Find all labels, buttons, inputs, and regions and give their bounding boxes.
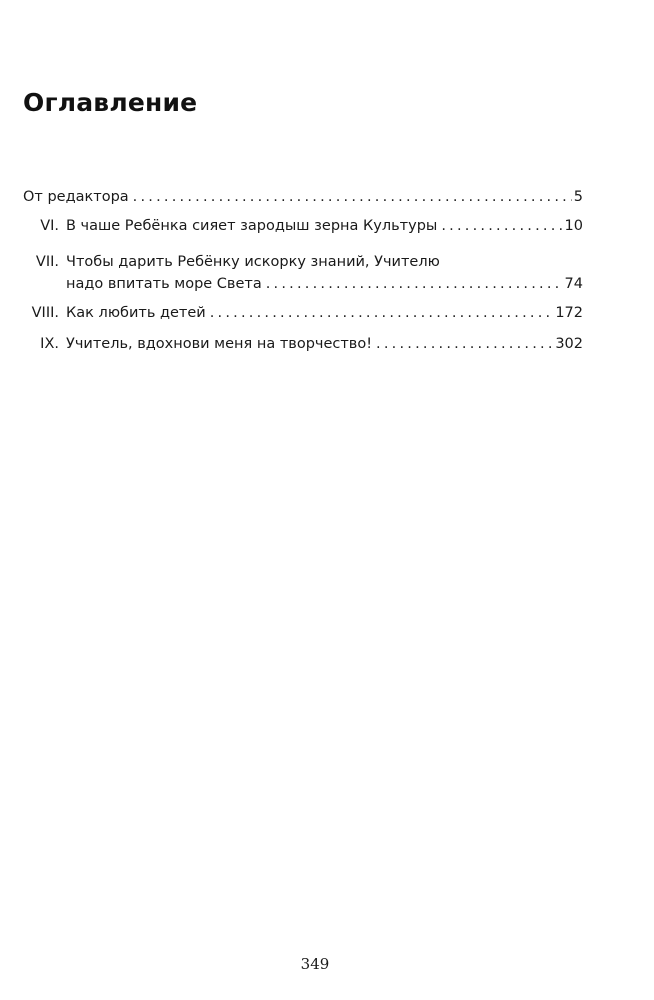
- toc-entry-chapter-9[interactable]: [23, 333, 583, 355]
- toc-entry-title: Как любить детей: [66, 305, 206, 321]
- toc-entry-page-number: 172: [555, 305, 583, 321]
- toc-entry-chapter-6[interactable]: [23, 215, 583, 237]
- toc-dot-leader: [210, 302, 554, 324]
- table-of-contents: [23, 186, 583, 355]
- toc-entry-numeral: VI.: [40, 218, 59, 234]
- toc-entry-numeral: VIII.: [31, 305, 59, 321]
- toc-entry-editor[interactable]: [23, 186, 583, 208]
- toc-entry-page-number: 10: [564, 218, 583, 234]
- toc-entry-title: В чаше Ребёнка сияет зародыш зерна Культуры: [66, 218, 438, 234]
- toc-dot-leader: [376, 333, 553, 355]
- toc-entry-title-line-2: надо впитать море Света: [66, 276, 262, 292]
- page-number: 349: [300, 955, 330, 973]
- toc-entry-numeral: IX.: [40, 336, 59, 352]
- toc-entry-title: От редактора: [23, 189, 129, 205]
- toc-heading: Оглавление: [23, 88, 198, 117]
- toc-entry-chapter-8[interactable]: [23, 302, 583, 324]
- toc-entry-page-number: 74: [564, 276, 583, 292]
- toc-dot-leader: [266, 273, 563, 295]
- toc-entry-page-number: 5: [573, 189, 583, 205]
- toc-dot-leader: [441, 215, 562, 237]
- toc-entry-chapter-7[interactable]: [23, 251, 583, 295]
- toc-entry-title-line-1: Чтобы дарить Ребёнку искорку знаний, Учителю: [66, 254, 440, 270]
- toc-entry-numeral: VII.: [35, 254, 59, 270]
- toc-entry-page-number: 302: [555, 336, 583, 352]
- toc-dot-leader: [133, 186, 572, 208]
- toc-entry-title: Учитель, вдохнови меня на творчество!: [66, 336, 373, 352]
